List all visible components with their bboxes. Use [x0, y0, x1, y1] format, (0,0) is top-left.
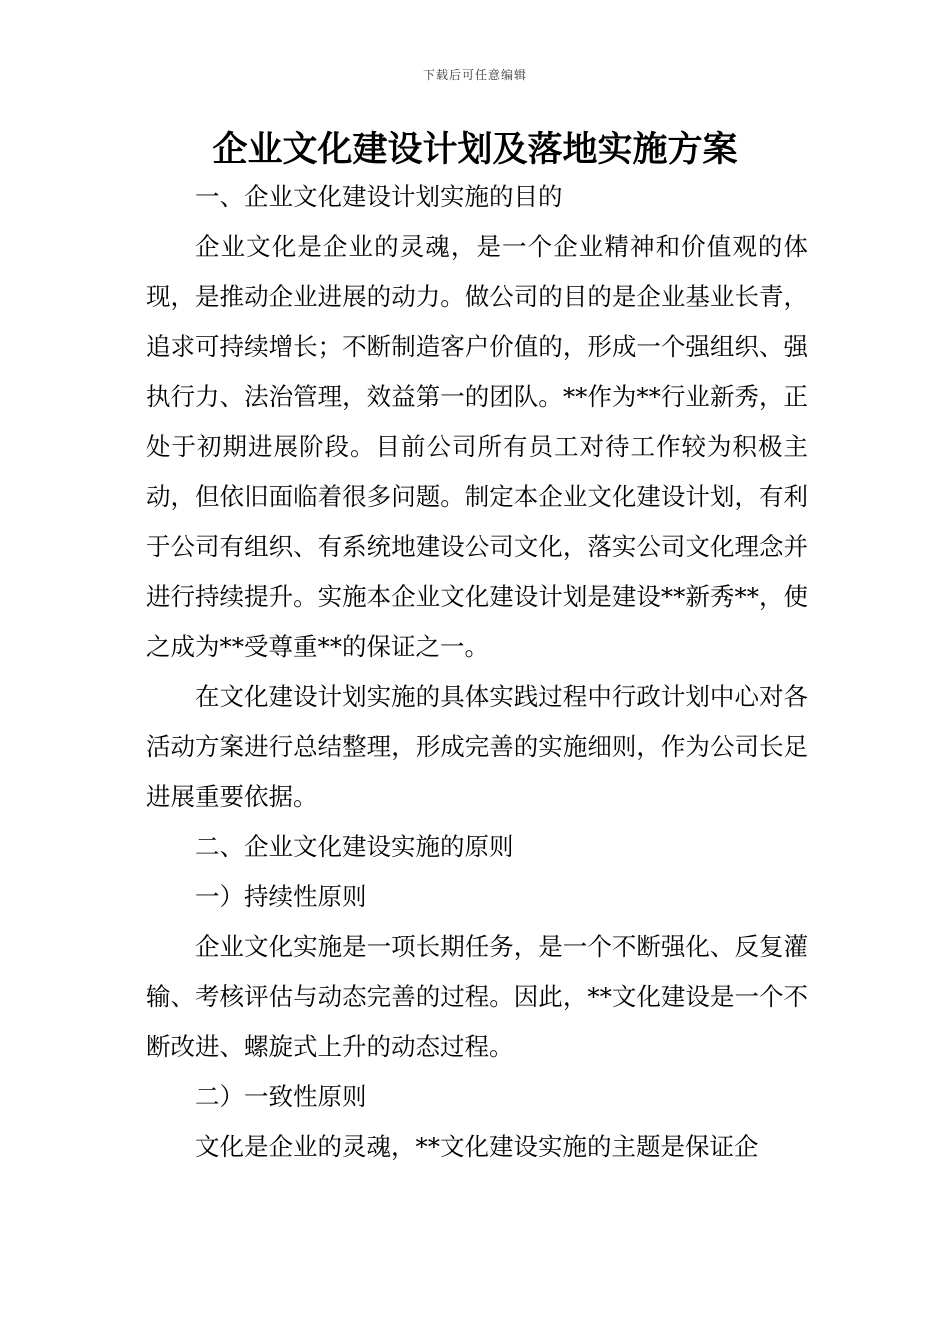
paragraph-culture-intro: 企业文化是企业的灵魂，是一个企业精神和价值观的体现，是推动企业进展的动力。做公司的目的是企业基业长青，追求可持续增长；不断制造客户价值的，形成一个强组织、强执行力、法治管理，效益第一的团队。**作为**行业新秀，正处于初期进展阶段。目前公司所有员工对待工作较为积极主动，但依旧面临着很多问题。制定本企业文化建设计划，有利于公司有组织、有系统地建设公司文化，落实公司文化理念并进行持续提升。实施本企业文化建设计划是建设**新秀**，使之成为**受尊重**的保证之一。: [146, 232, 808, 661]
header-note: 下载后可任意编辑: [422, 68, 527, 82]
document-title: 企业文化建设计划及落地实施方案: [212, 130, 738, 170]
document-body: [146, 172, 808, 1172]
subheading-continuity-principle: 一）持续性原则: [195, 882, 367, 911]
paragraph-consistency: 文化是企业的灵魂，**文化建设实施的主题是保证企: [195, 1132, 759, 1161]
subheading-consistency-principle: 二）一致性原则: [195, 1082, 367, 1111]
section-heading-principles: 二、企业文化建设实施的原则: [195, 832, 514, 861]
paragraph-implementation-practice: 在文化建设计划实施的具体实践过程中行政计划中心对各活动方案进行总结整理，形成完善的实施细则，作为公司长足进展重要依据。: [146, 682, 808, 811]
paragraph-continuity: 企业文化实施是一项长期任务，是一个不断强化、反复灌输、考核评估与动态完善的过程。因此，**文化建设是一个不断改进、螺旋式上升的动态过程。: [146, 932, 808, 1061]
section-heading-purpose: 一、企业文化建设计划实施的目的: [195, 182, 563, 211]
